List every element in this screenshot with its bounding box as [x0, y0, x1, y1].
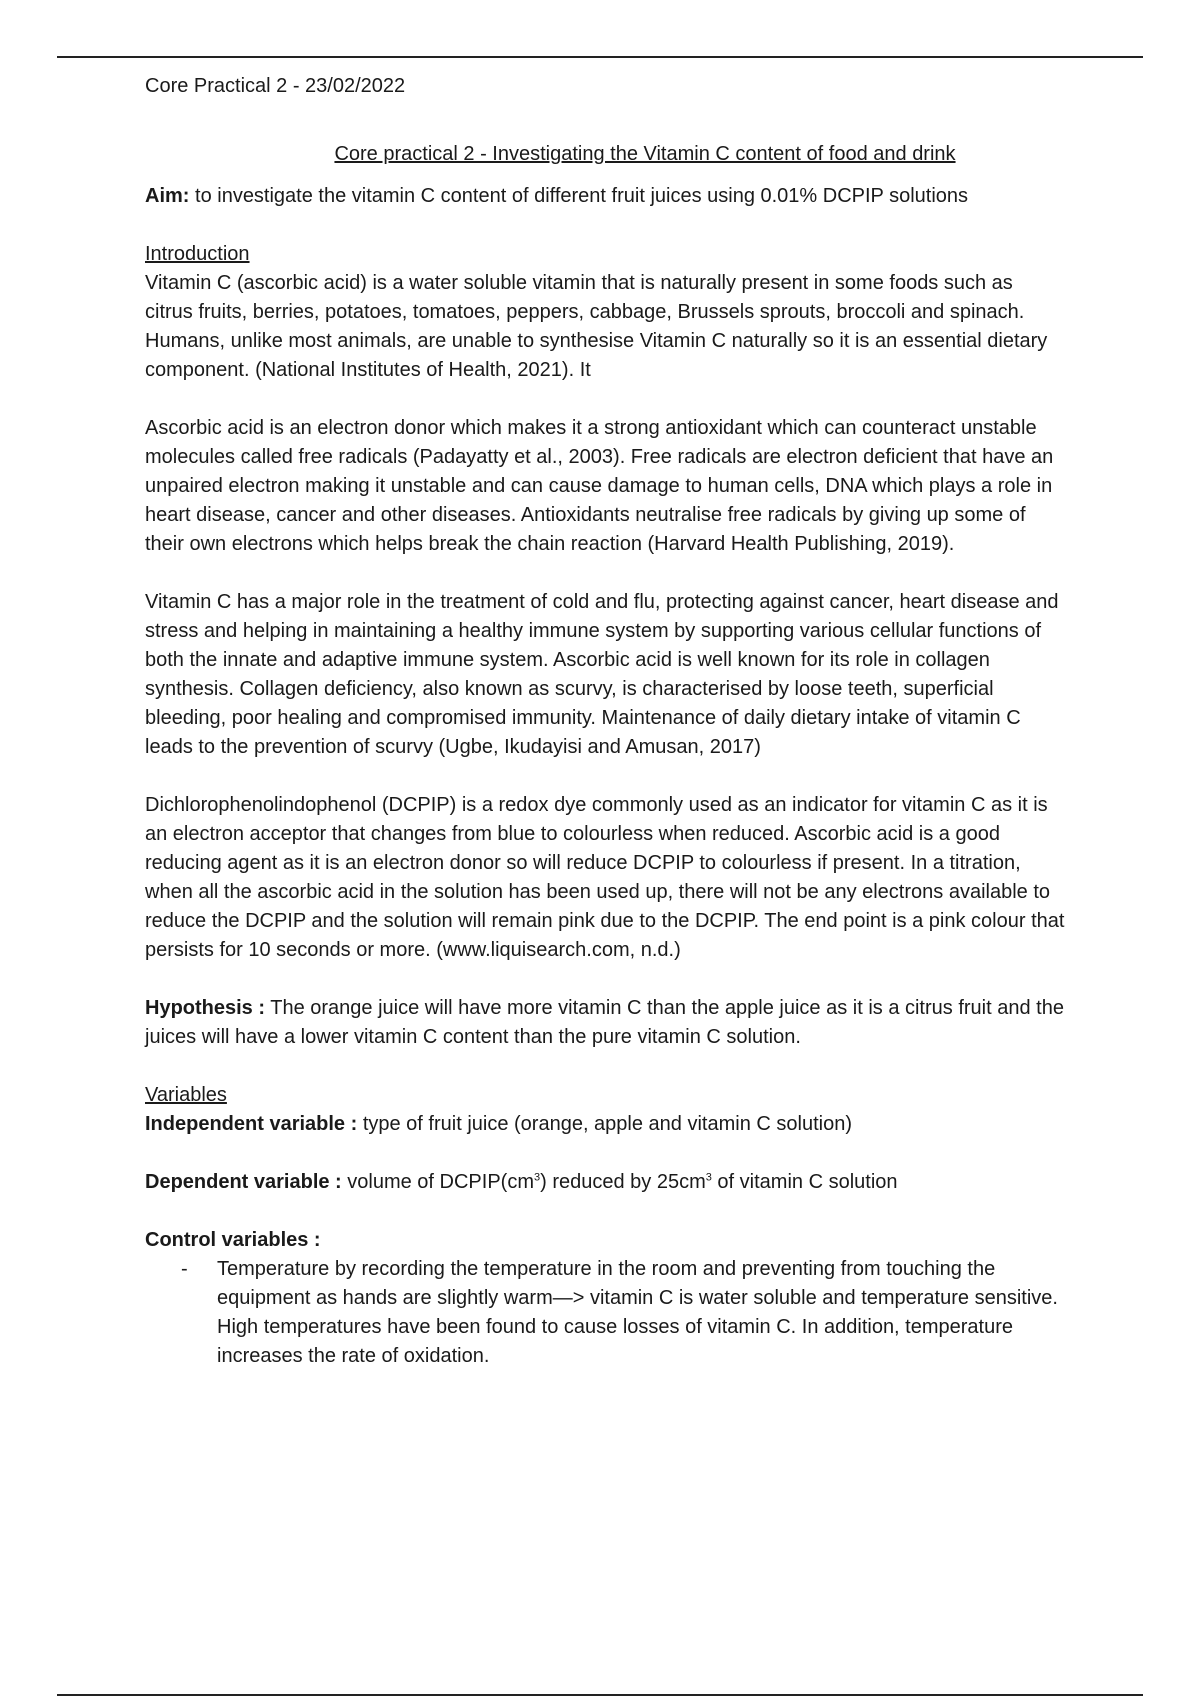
dash-bullet: - [181, 1258, 188, 1280]
dependent-variable-text-2: ) reduced by 25cm [540, 1171, 706, 1193]
dependent-variable-text-1: volume of DCPIP(cm [341, 1171, 534, 1193]
independent-variable [145, 1110, 1065, 1139]
dependent-variable-text-3: of vitamin C solution [711, 1171, 898, 1193]
dependent-variable-sup-1: 3 [533, 1171, 541, 1184]
dependent-variable-label: Dependent variable : [145, 1171, 342, 1193]
aim-label: Aim: [145, 185, 190, 207]
aim-text: to investigate the vitamin C content of different fruit juices using 0.01% DCPIP solutions [189, 185, 969, 207]
hypothesis-paragraph [145, 994, 1065, 1052]
intro-paragraph-1: Vitamin C (ascorbic acid) is a water soluble vitamin that is naturally present in some foods such as citrus fruits, berries, potatoes, tomatoes, peppers, cabbage, Brussels sprouts, broccoli and spinach. Humans, unlike most animals, are unable to synthesise Vitamin C naturally so it is an essential dietary component. (National Institutes of Health, 2021). It [145, 272, 1048, 381]
list-item [145, 1255, 1065, 1371]
intro-paragraph-4: Dichlorophenolindophenol (DCPIP) is a redox dye commonly used as an indicator for vitamin C as it is an electron acceptor that changes from blue to colourless when reduced. Ascorbic acid is a good reducing agent as it is an electron donor so will reduce DCPIP to colourless if present. In a titration, when all the ascorbic acid in the solution has been used up, there will not be any electrons available to reduce the DCPIP and the solution will remain pink due to the DCPIP. The end point is a pink colour that persists for 10 seconds or more. (www.liquisearch.com, n.d.) [145, 794, 1065, 961]
control-variables-heading [145, 1226, 1065, 1255]
hypothesis-label: Hypothesis : [145, 997, 266, 1019]
dependent-variable-sup-2: 3 [705, 1171, 712, 1184]
intro-paragraph-2: Ascorbic acid is an electron donor which makes it a strong antioxidant which can counteract unstable molecules called free radicals (Padayatty et al., 2003). Free radicals are electron deficient that have an unpaired electron making it unstable and can cause damage to human cells, DNA which plays a role in heart disease, cancer and other diseases. Antioxidants neutralise free radicals by giving up some of their own electrons which helps break the chain reaction (Harvard Health Publishing, 2019). [145, 417, 1054, 555]
document-title: Core practical 2 - Investigating the Vitamin C content of food and drink [334, 143, 956, 165]
introduction-heading: Introduction [145, 243, 250, 265]
top-rule [57, 56, 1143, 58]
control-variable-temperature: Temperature by recording the temperature in the room and preventing from touching the equipment as hands are slightly warm—> vitamin C is water soluble and temperature sensitive. High temperatures have been found to cause losses of vitamin C. In addition, temperature increases the rate of oxidation. [217, 1258, 1058, 1367]
intro-paragraph-3: Vitamin C has a major role in the treatment of cold and flu, protecting against cancer, heart disease and stress and helping in maintaining a healthy immune system by supporting various cellular functions of both the innate and adaptive immune system. Ascorbic acid is well known for its role in collagen synthesis. Collagen deficiency, also known as scurvy, is characterised by loose teeth, superficial bleeding, poor healing and compromised immunity. Maintenance of daily dietary intake of vitamin C leads to the prevention of scurvy (Ugbe, Ikudayisi and Amusan, 2017) [145, 591, 1059, 758]
hypothesis-text: The orange juice will have more vitamin C than the apple juice as it is a citrus fruit and the juices will have a lower vitamin C content than the pure vitamin C solution. [145, 997, 1064, 1048]
aim-paragraph [145, 182, 1065, 211]
dependent-variable [145, 1168, 1065, 1197]
variables-heading: Variables [145, 1084, 227, 1106]
document-header-label: Core Practical 2 - 23/02/2022 [145, 75, 406, 97]
control-variables-list [145, 1255, 1065, 1371]
independent-variable-text: type of fruit juice (orange, apple and vitamin C solution) [357, 1113, 852, 1135]
document-body [145, 72, 1065, 1371]
bottom-rule [57, 1694, 1143, 1696]
control-variables-label: Control variables : [145, 1229, 321, 1251]
independent-variable-label: Independent variable : [145, 1113, 358, 1135]
